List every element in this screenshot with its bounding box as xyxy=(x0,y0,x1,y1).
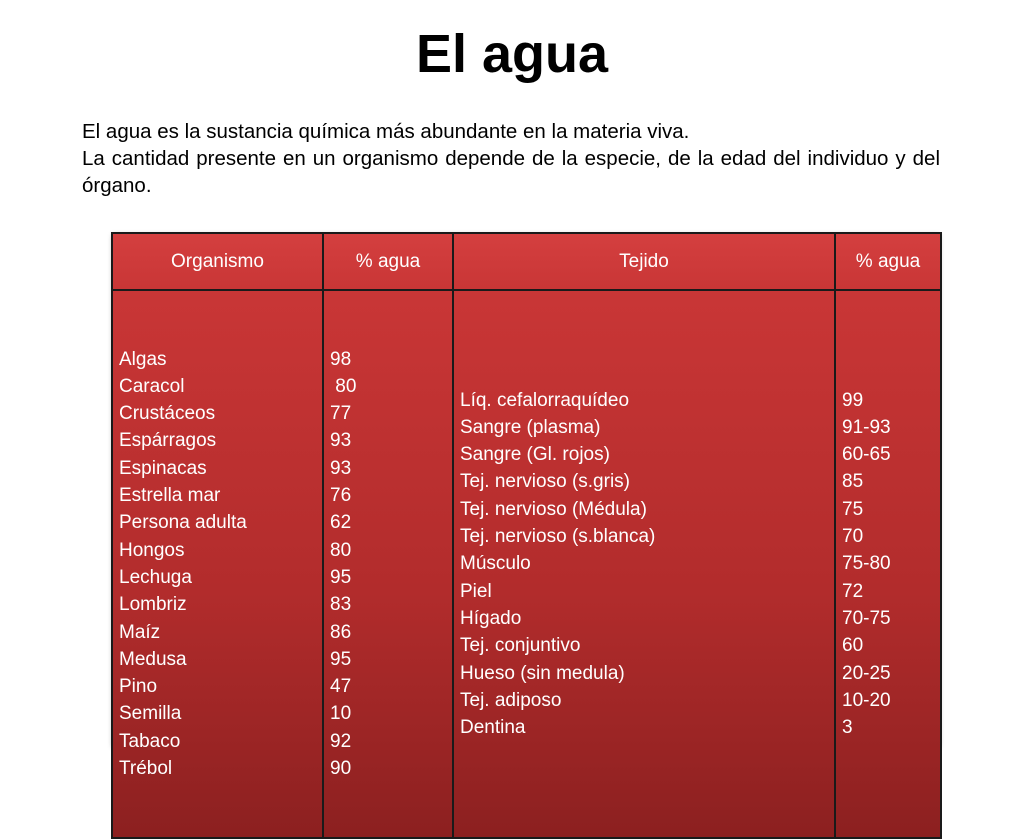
organismo-agua-value: 90 xyxy=(330,758,352,780)
water-content-table xyxy=(111,232,942,839)
organismo-agua-value: 80 xyxy=(330,539,352,561)
header-organismo: Organismo xyxy=(112,233,323,290)
organismo-agua-value: 83 xyxy=(330,594,352,616)
organismo-item: Hongos xyxy=(119,539,185,561)
tejido-agua-value: 60 xyxy=(842,635,864,657)
tejido-item: Tej. adiposo xyxy=(460,689,562,711)
organismo-item: Lombriz xyxy=(119,594,187,616)
intro-line-2: La cantidad presente en un organismo depende de la especie, de la edad del individuo y del órgano. xyxy=(82,147,940,197)
organismo-agua-value: 80 xyxy=(330,375,357,397)
table-header-row xyxy=(112,233,941,290)
tejido-agua-value: 72 xyxy=(842,580,864,602)
tejido-agua-value: 85 xyxy=(842,471,864,493)
organismo-item: Trébol xyxy=(119,758,173,780)
tejido-agua-value: 60-65 xyxy=(842,444,891,466)
tejido-agua-value: 99 xyxy=(842,389,864,411)
intro-line-1: El agua es la sustancia química más abundante en la materia viva. xyxy=(82,120,690,143)
tejido-item: Líq. cefalorraquídeo xyxy=(460,389,630,411)
table-body-row xyxy=(112,290,941,838)
header-pct-agua-tejido: % agua xyxy=(835,233,941,290)
organismo-item: Persona adulta xyxy=(119,512,247,534)
tejido-agua-value: 70-75 xyxy=(842,607,891,629)
organismo-agua-value: 86 xyxy=(330,621,352,643)
tejidos-agua-list xyxy=(842,387,934,742)
organismo-agua-value: 10 xyxy=(330,703,352,725)
tejidos-list xyxy=(460,387,828,742)
tejido-item: Músculo xyxy=(460,553,531,575)
header-tejido: Tejido xyxy=(453,233,835,290)
tejido-item: Dentina xyxy=(460,717,526,739)
tejido-item: Hígado xyxy=(460,607,522,629)
organismo-item: Medusa xyxy=(119,648,187,670)
tejido-agua-value: 10-20 xyxy=(842,689,891,711)
tejido-agua-value: 20-25 xyxy=(842,662,891,684)
tejido-item: Sangre (Gl. rojos) xyxy=(460,444,610,466)
header-pct-agua-organismo: % agua xyxy=(323,233,453,290)
organismo-item: Estrella mar xyxy=(119,485,221,507)
organismo-item: Semilla xyxy=(119,703,182,725)
tejido-item: Tej. nervioso (Médula) xyxy=(460,498,647,520)
organismo-item: Crustáceos xyxy=(119,403,216,425)
tejidos-agua-cell xyxy=(835,290,941,838)
organismo-agua-value: 76 xyxy=(330,485,352,507)
tejido-agua-value: 3 xyxy=(842,717,853,739)
organismos-agua-list xyxy=(330,346,446,783)
organismos-cell xyxy=(112,290,323,838)
organismo-item: Algas xyxy=(119,348,167,370)
tejido-agua-value: 75 xyxy=(842,498,864,520)
tejido-item: Tej. nervioso (s.blanca) xyxy=(460,526,656,548)
organismo-agua-value: 95 xyxy=(330,648,352,670)
tejido-agua-value: 75-80 xyxy=(842,553,891,575)
tejido-item: Tej. nervioso (s.gris) xyxy=(460,471,630,493)
tejido-item: Hueso (sin medula) xyxy=(460,662,625,684)
organismo-agua-value: 62 xyxy=(330,512,352,534)
organismo-item: Maíz xyxy=(119,621,161,643)
organismo-agua-value: 93 xyxy=(330,457,352,479)
organismo-agua-value: 77 xyxy=(330,403,352,425)
organismo-agua-value: 93 xyxy=(330,430,352,452)
organismo-agua-value: 98 xyxy=(330,348,352,370)
water-table-container xyxy=(111,232,937,780)
organismos-agua-cell xyxy=(323,290,453,838)
tejido-agua-value: 70 xyxy=(842,526,864,548)
organismo-item: Lechuga xyxy=(119,566,192,588)
organismo-agua-value: 95 xyxy=(330,566,352,588)
organismo-item: Pino xyxy=(119,676,158,698)
tejidos-cell xyxy=(453,290,835,838)
organismos-list xyxy=(119,346,316,783)
slide-title: El agua xyxy=(415,24,609,84)
organismo-item: Caracol xyxy=(119,375,185,397)
organismo-item: Espinacas xyxy=(119,457,207,479)
intro-text xyxy=(82,118,940,199)
tejido-item: Sangre (plasma) xyxy=(460,416,601,438)
organismo-agua-value: 92 xyxy=(330,730,352,752)
organismo-item: Tabaco xyxy=(119,730,181,752)
organismo-agua-value: 47 xyxy=(330,676,352,698)
tejido-item: Tej. conjuntivo xyxy=(460,635,581,657)
organismo-item: Espárragos xyxy=(119,430,217,452)
tejido-item: Piel xyxy=(460,580,492,602)
tejido-agua-value: 91-93 xyxy=(842,416,891,438)
